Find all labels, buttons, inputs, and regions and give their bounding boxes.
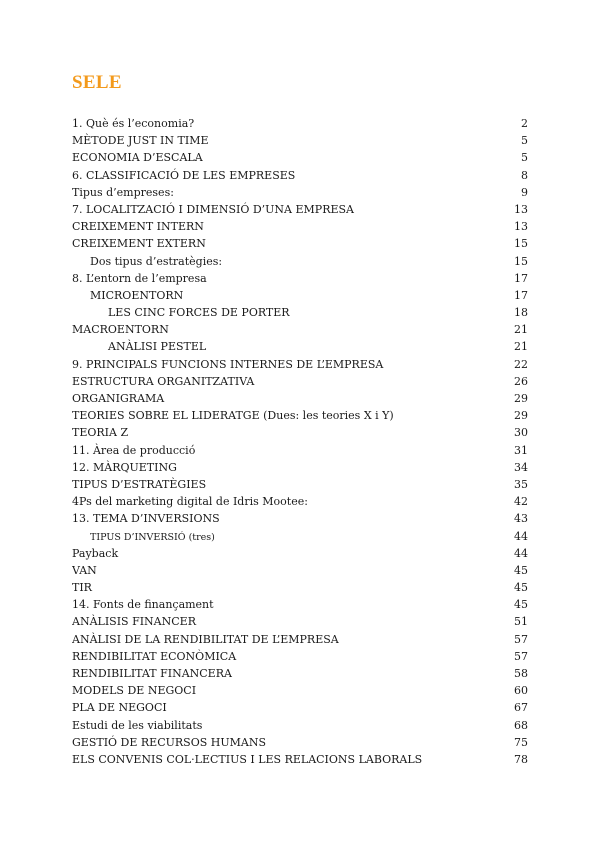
toc-entry[interactable] [72, 493, 528, 510]
toc-entry[interactable] [72, 442, 528, 459]
toc-entry-label[interactable]: MICROENTORN [90, 288, 184, 302]
toc-entry-label[interactable]: LES CINC FORCES DE PORTER [108, 306, 290, 320]
toc-entry-page-number[interactable]: 68 [514, 718, 528, 732]
toc-entry-page-number[interactable]: 13 [514, 202, 528, 216]
toc-entry-label[interactable]: MODELS DE NEGOCI [72, 684, 197, 698]
toc-entry-page-number[interactable]: 30 [514, 426, 528, 440]
toc-entry[interactable] [72, 253, 528, 270]
toc-entry-label[interactable]: 13. TEMA D’INVERSIONS [72, 512, 220, 526]
toc-entry-label[interactable]: ECONOMIA D’ESCALA [72, 151, 203, 165]
toc-entry-page-number[interactable]: 35 [514, 477, 528, 491]
toc-entry-page-number[interactable]: 31 [514, 443, 528, 457]
toc-entry[interactable] [72, 631, 528, 648]
toc-entry[interactable] [72, 682, 528, 699]
toc-entry[interactable] [72, 613, 528, 630]
toc-entry[interactable] [72, 528, 528, 545]
toc-entry[interactable] [72, 459, 528, 476]
toc-entry-page-number[interactable]: 78 [514, 752, 528, 766]
toc-entry-label[interactable]: CREIXEMENT EXTERN [72, 237, 206, 251]
toc-entry[interactable] [72, 510, 528, 527]
toc-entry-label[interactable]: 7. LOCALITZACIÓ I DIMENSIÓ D’UNA EMPRESA [72, 202, 354, 216]
toc-entry-page-number[interactable]: 60 [514, 684, 528, 698]
toc-entry-label[interactable]: 12. MÀRQUETING [72, 460, 177, 474]
toc-entry-label[interactable]: 8. L’entorn de l’empresa [72, 271, 207, 285]
toc-entry[interactable] [72, 579, 528, 596]
toc-entry-page-number[interactable]: 9 [521, 185, 528, 199]
toc-entry[interactable] [72, 545, 528, 562]
toc-entry-label[interactable]: MÈTODE JUST IN TIME [72, 134, 209, 148]
document-title: SELE [72, 72, 122, 93]
toc-entry-page-number[interactable]: 2 [521, 117, 528, 130]
toc-entry-label[interactable]: 4Ps del marketing digital de Idris Mootee: [72, 495, 308, 509]
toc-entry[interactable] [72, 562, 528, 579]
toc-entry-page-number[interactable]: 15 [514, 254, 528, 268]
toc-entry[interactable] [72, 734, 528, 751]
toc-entry[interactable] [72, 390, 528, 407]
toc-entry-label[interactable]: TEORIA Z [72, 426, 129, 440]
toc-entry-page-number[interactable]: 5 [521, 134, 528, 148]
toc-entry-page-number[interactable]: 13 [514, 220, 528, 234]
table-of-contents [72, 115, 528, 768]
toc-entry[interactable] [72, 717, 528, 734]
toc-entry-page-number[interactable]: 57 [514, 649, 528, 663]
toc-entry-page-number[interactable]: 17 [514, 288, 528, 302]
toc-entry-label[interactable]: RENDIBILITAT ECONÒMICA [72, 649, 237, 663]
toc-entry[interactable] [72, 751, 528, 768]
toc-entry-page-number[interactable]: 45 [514, 598, 528, 612]
toc-entry[interactable] [72, 132, 528, 149]
toc-entry-label[interactable]: 14. Fonts de finançament [72, 598, 214, 612]
toc-entry[interactable] [72, 321, 528, 338]
toc-entry-page-number[interactable]: 42 [514, 495, 528, 509]
toc-entry-page-number[interactable]: 44 [514, 546, 528, 560]
toc-entry-label[interactable]: ANÀLISI DE LA RENDIBILITAT DE L’EMPRESA [72, 632, 339, 646]
toc-entry-page-number[interactable]: 21 [514, 340, 528, 354]
toc-entry-page-number[interactable]: 45 [514, 563, 528, 577]
toc-entry[interactable] [72, 287, 528, 304]
toc-entry[interactable] [72, 373, 528, 390]
toc-entry-label[interactable]: Estudi de les viabilitats [72, 718, 203, 732]
toc-entry-label[interactable]: ESTRUCTURA ORGANITZATIVA [72, 374, 255, 388]
toc-entry-page-number[interactable]: 29 [514, 409, 528, 423]
toc-entry-page-number[interactable]: 17 [514, 271, 528, 285]
toc-entry-page-number[interactable]: 22 [514, 357, 528, 371]
toc-entry-label[interactable]: 6. CLASSIFICACIÓ DE LES EMPRESES [72, 168, 296, 182]
toc-entry-label[interactable]: TIR [72, 581, 92, 595]
toc-entry-label[interactable]: TIPUS D’INVERSIÓ (tres) [90, 531, 215, 543]
toc-entry-page-number[interactable]: 21 [514, 323, 528, 337]
toc-entry[interactable] [72, 149, 528, 166]
toc-entry-page-number[interactable]: 57 [514, 632, 528, 646]
toc-entry[interactable] [72, 596, 528, 613]
toc-entry[interactable] [72, 407, 528, 424]
toc-entry-label[interactable]: 9. PRINCIPALS FUNCIONS INTERNES DE L’EMPRESA [72, 357, 384, 371]
toc-entry[interactable] [72, 235, 528, 252]
toc-entry-label[interactable]: ANÀLISIS FINANCER [72, 615, 196, 629]
toc-entry[interactable] [72, 184, 528, 201]
toc-entry[interactable] [72, 270, 528, 287]
toc-entry-label[interactable]: RENDIBILITAT FINANCERA [72, 667, 232, 680]
toc-entry[interactable] [72, 304, 528, 321]
toc-entry-page-number[interactable]: 29 [514, 392, 528, 405]
toc-entry-page-number[interactable]: 58 [514, 667, 528, 680]
toc-entry-label[interactable]: ANÀLISI PESTEL [108, 340, 207, 354]
toc-entry-label[interactable]: CREIXEMENT INTERN [72, 220, 204, 234]
toc-entry-page-number[interactable]: 75 [514, 735, 528, 749]
toc-entry[interactable] [72, 476, 528, 493]
toc-entry-label[interactable]: MACROENTORN [72, 323, 169, 337]
toc-entry-page-number[interactable]: 26 [514, 374, 528, 388]
toc-entry-page-number[interactable]: 15 [514, 237, 528, 251]
toc-entry-label[interactable]: Tipus d’empreses: [72, 185, 174, 199]
toc-entry[interactable] [72, 665, 528, 682]
toc-entry-label[interactable]: 1. Què és l’economia? [72, 117, 195, 130]
toc-entry[interactable] [72, 648, 528, 665]
toc-entry[interactable] [72, 699, 528, 716]
toc-entry-label[interactable]: Dos tipus d’estratègies: [90, 254, 223, 268]
toc-entry-page-number[interactable]: 34 [514, 460, 528, 474]
toc-entry[interactable] [72, 201, 528, 218]
toc-entry[interactable] [72, 167, 528, 184]
toc-entry-label[interactable]: GESTIÓ DE RECURSOS HUMANS [72, 735, 266, 749]
toc-entry-label[interactable]: TIPUS D’ESTRATÈGIES [72, 477, 207, 491]
toc-entry-page-number[interactable]: 45 [514, 581, 528, 595]
toc-entry-page-number[interactable]: 43 [514, 512, 528, 526]
toc-entry-page-number[interactable]: 5 [521, 151, 528, 165]
toc-entry-label[interactable]: PLA DE NEGOCI [72, 701, 167, 715]
toc-entry[interactable] [72, 218, 528, 235]
toc-entry[interactable] [72, 115, 528, 132]
toc-entry-label[interactable]: ELS CONVENIS COL·LECTIUS I LES RELACIONS LABORALS [72, 752, 423, 766]
toc-entry-page-number[interactable]: 67 [514, 701, 528, 715]
toc-entry-page-number[interactable]: 51 [514, 615, 528, 629]
toc-entry[interactable] [72, 338, 528, 355]
toc-entry-page-number[interactable]: 44 [514, 529, 528, 543]
toc-entry-page-number[interactable]: 8 [521, 168, 528, 182]
toc-entry-label[interactable]: VAN [72, 563, 97, 577]
toc-entry-label[interactable]: 11. Àrea de producció [72, 443, 196, 457]
toc-entry-page-number[interactable]: 18 [514, 306, 528, 320]
toc-entry[interactable] [72, 356, 528, 373]
toc-entry[interactable] [72, 424, 528, 441]
toc-entry-label[interactable]: ORGANIGRAMA [72, 392, 165, 405]
toc-entry-label[interactable]: Payback [72, 546, 119, 560]
toc-entry-label[interactable]: TEORIES SOBRE EL LIDERATGE (Dues: les teories X i Y) [72, 409, 394, 423]
